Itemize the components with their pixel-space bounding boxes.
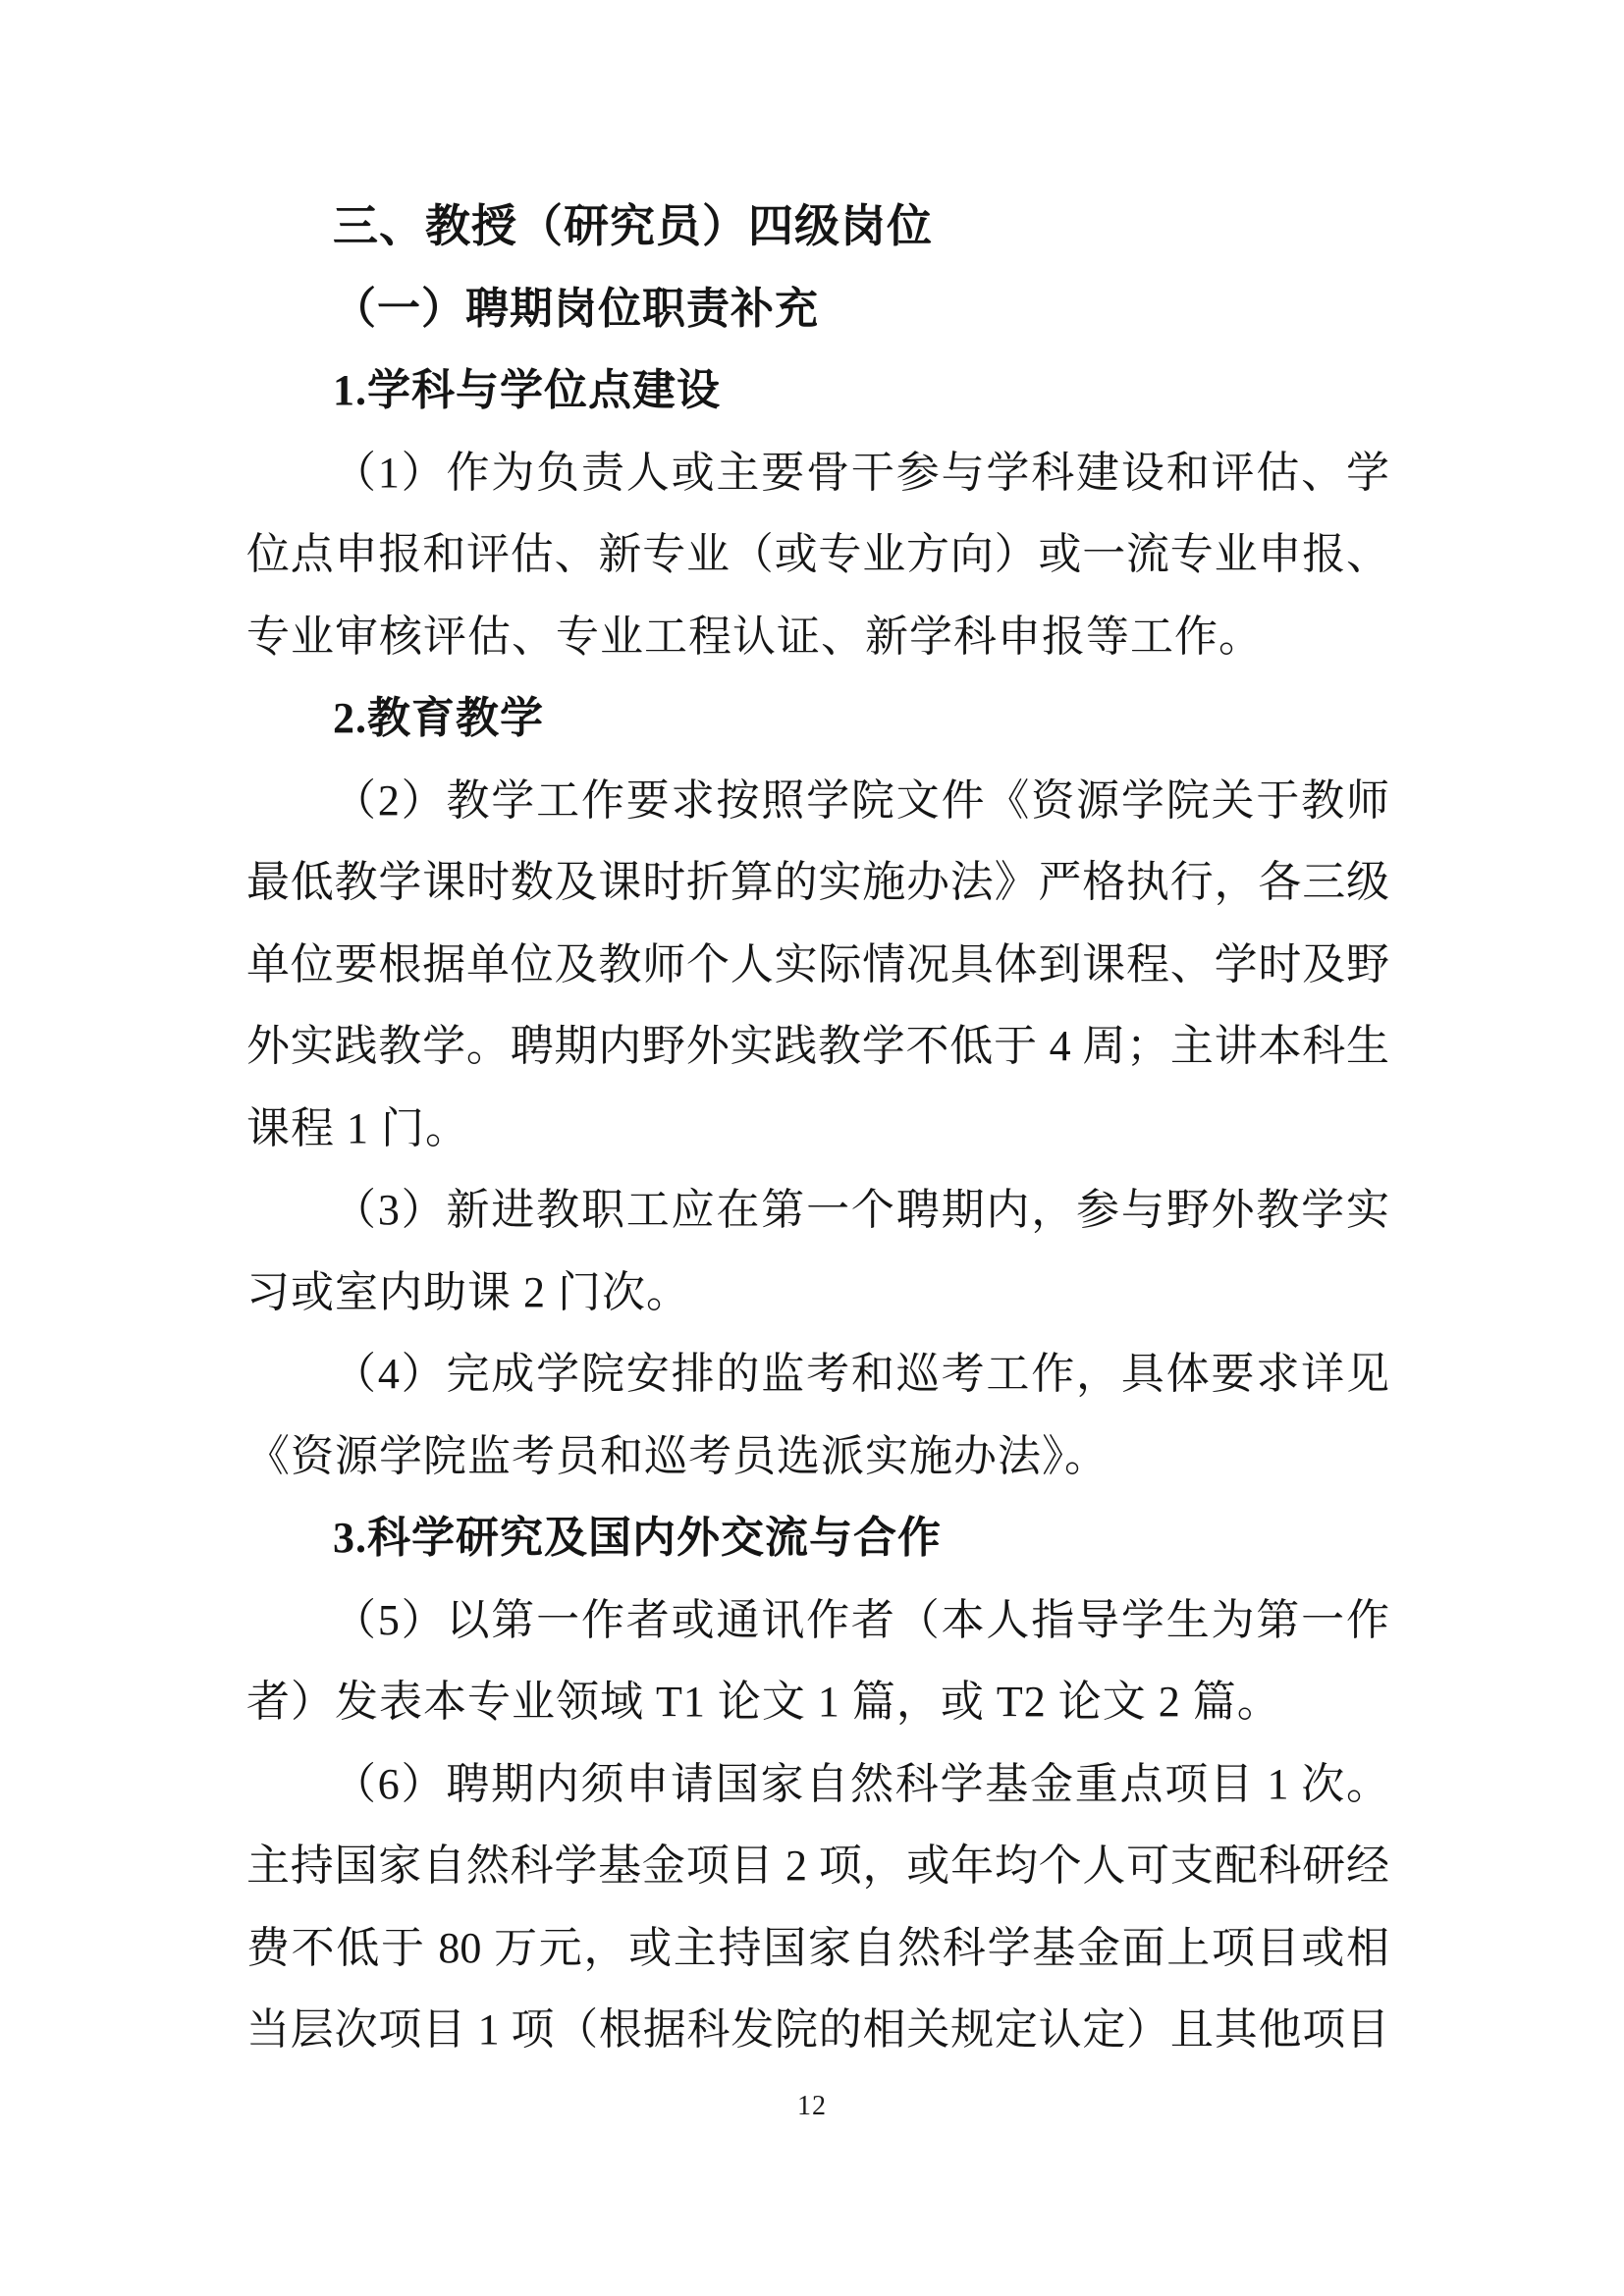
text-content [246,186,1389,2071]
body-line: 《资源学院监考员和巡考员选派实施办法》。 [246,1431,1109,1480]
body-line: （2）教学工作要求按照学院文件《资源学院关于教师 [333,775,1389,825]
body-line: （4）完成学院安排的监考和巡考工作，具体要求详见 [333,1350,1389,1398]
body-line: 者）发表本专业领域 T1 论文 1 篇，或 T2 论文 2 篇。 [246,1678,1281,1726]
numbered-heading-2: 2.教育教学 [333,694,544,742]
subsection-heading: （一）聘期岗位职责补充 [333,284,819,333]
numbered-heading-1: 1.学科与学位点建设 [333,366,721,414]
body-line: 最低教学课时数及课时折算的实施办法》严格执行，各三级 [246,858,1389,906]
body-line: 习或室内助课 2 门次。 [246,1267,690,1316]
body-line: （3）新进教职工应在第一个聘期内，参与野外教学实 [333,1186,1389,1234]
section-heading: 三、教授（研究员）四级岗位 [333,201,933,251]
body-line: 当层次项目 1 项（根据科发院的相关规定认定）且其他项目 [246,2005,1389,2054]
body-line: （1）作为负责人或主要骨干参与学科建设和评估、学 [333,448,1389,497]
body-line: （5）以第一作者或通讯作者（本人指导学生为第一作 [333,1595,1389,1644]
body-line: （6）聘期内须申请国家自然科学基金重点项目 1 次。 [333,1759,1389,1808]
body-line: 单位要根据单位及教师个人实际情况具体到课程、学时及野 [246,939,1389,988]
body-line: 费不低于 80 万元，或主持国家自然科学基金面上项目或相 [246,1923,1389,1972]
body-line: 专业审核评估、专业工程认证、新学科申报等工作。 [246,612,1263,661]
body-line: 课程 1 门。 [246,1103,469,1152]
page-number: 12 [797,2091,827,2121]
body-line: 位点申报和评估、新专业（或专业方向）或一流专业申报、 [246,530,1389,578]
body-line: 外实践教学。聘期内野外实践教学不低于 4 周；主讲本科生 [246,1022,1389,1070]
body-line: 主持国家自然科学基金项目 2 项，或年均个人可支配科研经 [246,1842,1389,1890]
numbered-heading-3: 3.科学研究及国内外交流与合作 [333,1514,942,1562]
